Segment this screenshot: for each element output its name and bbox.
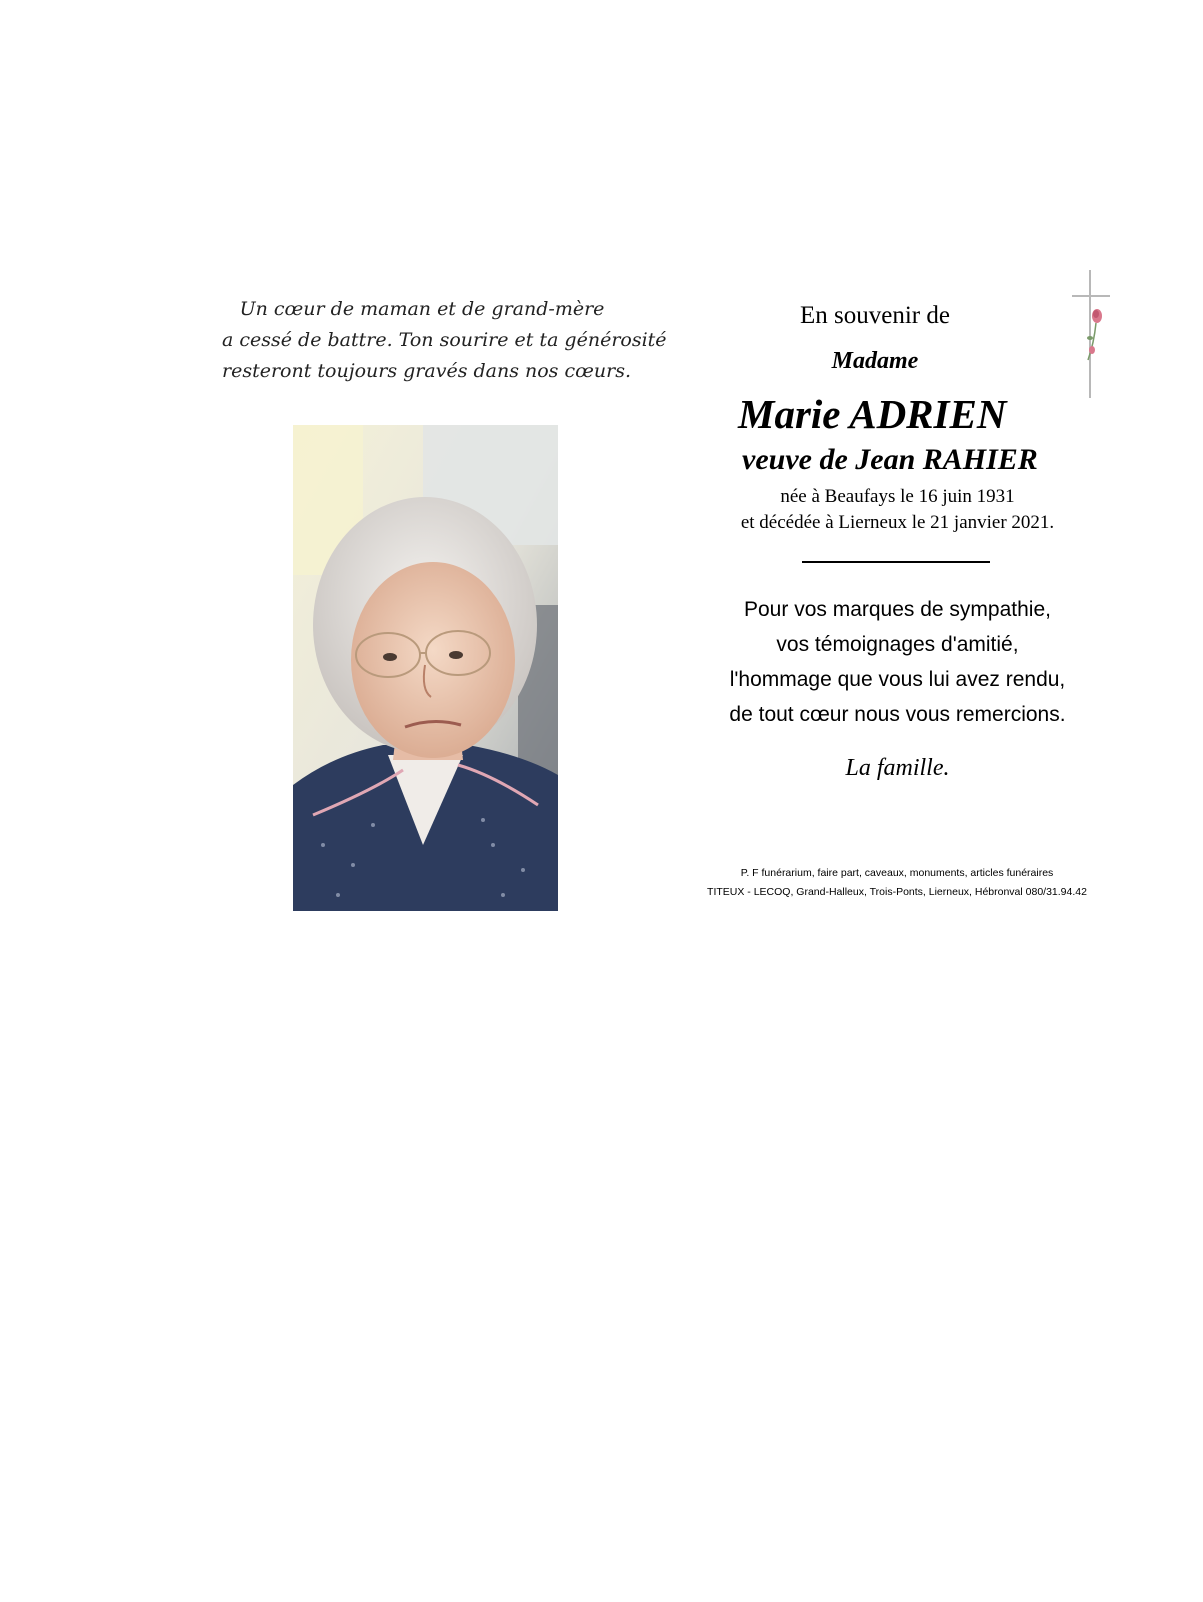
thanks-line: vos témoignages d'amitié, [776, 633, 1019, 656]
footer [672, 864, 1122, 902]
portrait-photo [293, 425, 558, 911]
spouse-text: veuve de Jean RAHIER [742, 443, 1038, 476]
poem-line: resteront toujours gravés dans nos cœurs. [222, 360, 632, 382]
signature-text: La famille. [845, 755, 950, 781]
title-text: Madame [831, 348, 919, 374]
cross-with-rose-icon [1070, 268, 1114, 400]
portrait-image [293, 425, 558, 911]
dates-block [700, 484, 1095, 536]
death-text: et décédée à Lierneux le 21 janvier 2021. [740, 512, 1055, 533]
thanks-line: Pour vos marques de sympathie, [744, 598, 1051, 621]
deceased-name: Marie ADRIEN [738, 391, 1007, 437]
intro-text: En souvenir de [800, 302, 950, 329]
footer-line-1: P. F funérarium, faire part, caveaux, monuments, articles funéraires [740, 867, 1054, 879]
poem-line: Un cœur de maman et de grand-mère [239, 298, 605, 320]
thanks-line: de tout cœur nous vous remercions. [729, 703, 1066, 726]
poem [222, 294, 667, 387]
birth-text: née à Beaufays le 16 juin 1931 [780, 486, 1015, 507]
footer-line-2: TITEUX - LECOQ, Grand-Halleux, Trois-Ponts, Lierneux, Hébronval 080/31.94.42 [707, 886, 1087, 898]
divider-line [802, 561, 990, 563]
thanks-line: l'hommage que vous lui avez rendu, [729, 668, 1066, 691]
poem-line: a cessé de battre. Ton sourire et ta générosité [222, 329, 667, 351]
thanks-block [680, 592, 1115, 732]
